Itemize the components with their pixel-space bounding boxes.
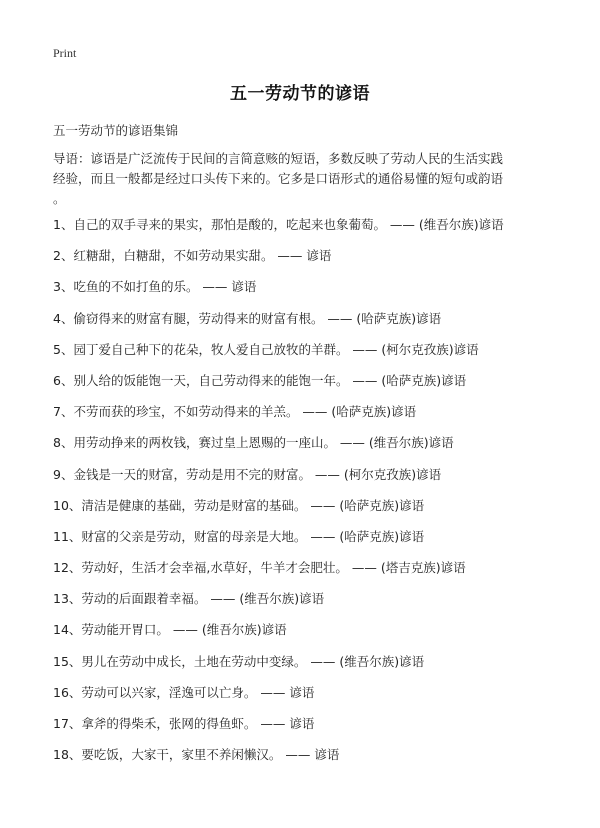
proverb-item: [53, 402, 573, 433]
proverb-item: [53, 745, 573, 776]
proverb-item: [53, 652, 573, 683]
proverb-text: 2、红糖甜，白糖甜，不如劳动果实甜。 —— 谚语: [53, 248, 332, 264]
proverb-text: 14、劳动能开胃口。 —— (维吾尔族)谚语: [53, 622, 287, 638]
proverb-text: 9、金钱是一天的财富，劳动是用不完的财富。 —— (柯尔克孜族)谚语: [53, 466, 442, 482]
proverb-item: [53, 589, 573, 620]
proverb-item: [53, 277, 573, 308]
proverb-item: [53, 465, 573, 496]
proverb-text: 7、不劳而获的珍宝，不如劳动得来的羊羔。 —— (哈萨克族)谚语: [53, 404, 417, 420]
proverb-item: [53, 496, 573, 527]
proverb-text: 16、劳动可以兴家，淫逸可以亡身。 —— 谚语: [53, 684, 315, 700]
proverb-text: 6、别人给的饭能饱一天，自己劳动得来的能饱一年。 —— (哈萨克族)谚语: [53, 372, 467, 388]
page-title: 五一劳动节的谚语: [230, 84, 370, 104]
proverb-text: 13、劳动的后面跟着幸福。 —— (维吾尔族)谚语: [53, 591, 325, 607]
proverb-item: [53, 371, 573, 402]
proverb-item: [53, 558, 573, 589]
proverb-text: 15、男儿在劳动中成长，土地在劳动中变绿。 —— (维吾尔族)谚语: [53, 653, 425, 669]
proverb-item: [53, 340, 573, 371]
print-label: Print: [53, 46, 77, 60]
proverb-text: 10、清洁是健康的基础，劳动是财富的基础。 —— (哈萨克族)谚语: [53, 497, 425, 513]
intro-line: 。: [53, 191, 66, 206]
proverb-text: 5、园丁爱自己种下的花朵，牧人爱自己放牧的羊群。 —— (柯尔克孜族)谚语: [53, 341, 479, 357]
proverb-text: 11、财富的父亲是劳动，财富的母亲是大地。 —— (哈萨克族)谚语: [53, 528, 425, 544]
proverb-text: 18、要吃饭，大家干，家里不养闲懒汉。 —— 谚语: [53, 747, 340, 763]
intro-line: 导语：谚语是广泛流传于民间的言简意赅的短语，多数反映了劳动人民的生活实践: [53, 151, 504, 166]
proverb-item: [53, 309, 573, 340]
proverb-text: 3、吃鱼的不如打鱼的乐。 —— 谚语: [53, 279, 257, 295]
proverb-text: 4、偷窃得来的财富有腿，劳动得来的财富有根。 —— (哈萨克族)谚语: [53, 310, 442, 326]
intro-paragraph: [53, 149, 553, 209]
proverb-item: [53, 714, 573, 745]
proverb-item: [53, 527, 573, 558]
proverb-item: [53, 215, 573, 246]
document-subtitle: 五一劳动节的谚语集锦: [53, 123, 179, 138]
proverb-item: [53, 433, 573, 464]
proverb-item: [53, 246, 573, 277]
proverb-text: 8、用劳动挣来的两枚钱，赛过皇上恩赐的一座山。 —— (维吾尔族)谚语: [53, 435, 454, 451]
proverb-text: 17、拿斧的得柴禾，张网的得鱼虾。 —— 谚语: [53, 716, 315, 731]
proverb-text: 12、劳动好，生活才会幸福,水草好，牛羊才会肥壮。 —— (塔吉克族)谚语: [53, 560, 466, 576]
intro-line: 经验，而且一般都是经过口头传下来的。它多是口语形式的通俗易懂的短句或韵语: [53, 171, 504, 186]
proverb-item: [53, 620, 573, 651]
proverb-text: 1、自己的双手寻来的果实，那怕是酸的，吃起来也象葡萄。 —— (维吾尔族)谚语: [53, 217, 504, 232]
proverb-item: [53, 683, 573, 714]
proverb-list: [53, 215, 573, 776]
